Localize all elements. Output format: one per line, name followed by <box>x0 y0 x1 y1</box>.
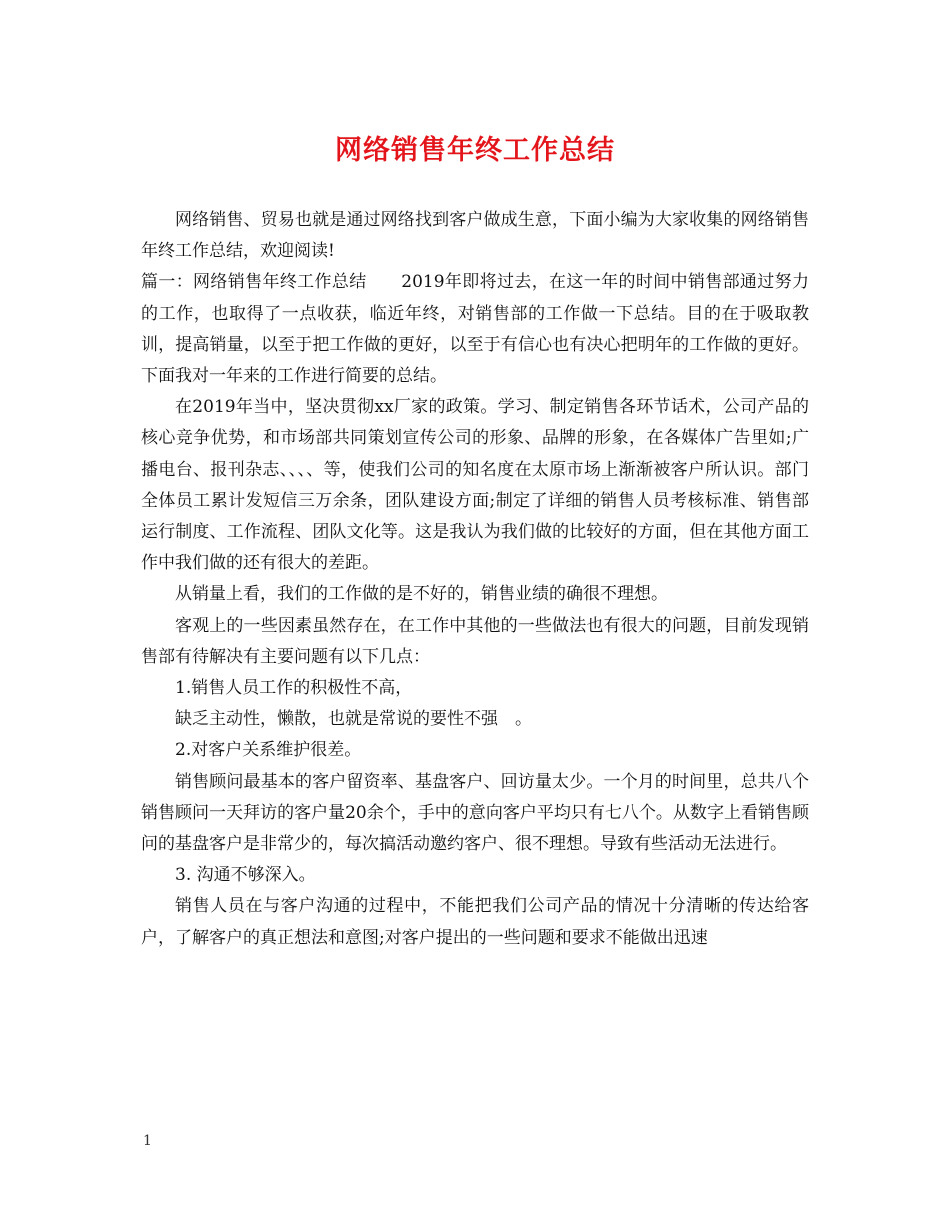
document-body <box>141 205 809 954</box>
paragraph-policy: 在2019年当中，坚决贯彻xx厂家的政策。学习、制定销售各环节话术，公司产品的核心竞争优势，和市场部共同策划宣传公司的形象、品牌的形象，在各媒体广告里如;广播电台、报刊杂志、、、、等，使我们公司的知名度在太原市场上渐渐被客户所认识。部门全体员工累计发短信三万余条，团队建设方面;制定了详细的销售人员考核标准、销售部运行制度、工作流程、团队文化等。这是我认为我们做的比较好的方面，但在其他方面工作中我们做的还有很大的差距。 <box>141 397 809 574</box>
paragraph-sales-result: 从销量上看，我们的工作做的是不好的，销售业绩的确很不理想。 <box>175 584 668 605</box>
list-item-3: 3. 沟通不够深入。 <box>175 865 316 886</box>
list-item-2: 2.对客户关系维护很差。 <box>175 740 362 761</box>
list-item-3-detail: 销售人员在与客户沟通的过程中，不能把我们公司产品的情况十分清晰的传达给客户，了解客户的真正想法和意图;对客户提出的一些问题和要求不能做出迅速 <box>141 896 809 948</box>
list-item-1-detail: 缺乏主动性，懒散，也就是常说的要性不强 。 <box>175 709 532 730</box>
list-item-2-detail: 销售顾问最基本的客户留资率、基盘客户、回访量太少。一个月的时间里，总共八个销售顾问一天拜访的客户量20余个，手中的意向客户平均只有七八个。从数字上看销售顾问的基盘客户是非常少的，每次搞活动邀约客户、很不理想。导致有些活动无法进行。 <box>141 771 809 855</box>
list-item-1: 1.销售人员工作的积极性不高， <box>175 678 413 699</box>
paragraph-part-one: 篇一：网络销售年终工作总结 2019年即将过去，在这一年的时间中销售部通过努力的工作，也取得了一点收获，临近年终，对销售部的工作做一下总结。目的在于吸取教训，提高销量，以至于把工作做的更好，以至于有信心也有决心把明年的工作做的更好。下面我对一年来的工作进行简要的总结。 <box>141 272 809 387</box>
document-title: 网络销售年终工作总结 <box>335 135 615 166</box>
page-number: 1 <box>143 1133 152 1149</box>
paragraph-problems-intro: 客观上的一些因素虽然存在，在工作中其他的一些做法也有很大的问题，目前发现销售部有待解决有主要问题有以下几点： <box>141 615 809 667</box>
paragraph-intro: 网络销售、贸易也就是通过网络找到客户做成生意，下面小编为大家收集的网络销售年终工作总结，欢迎阅读! <box>141 210 809 262</box>
